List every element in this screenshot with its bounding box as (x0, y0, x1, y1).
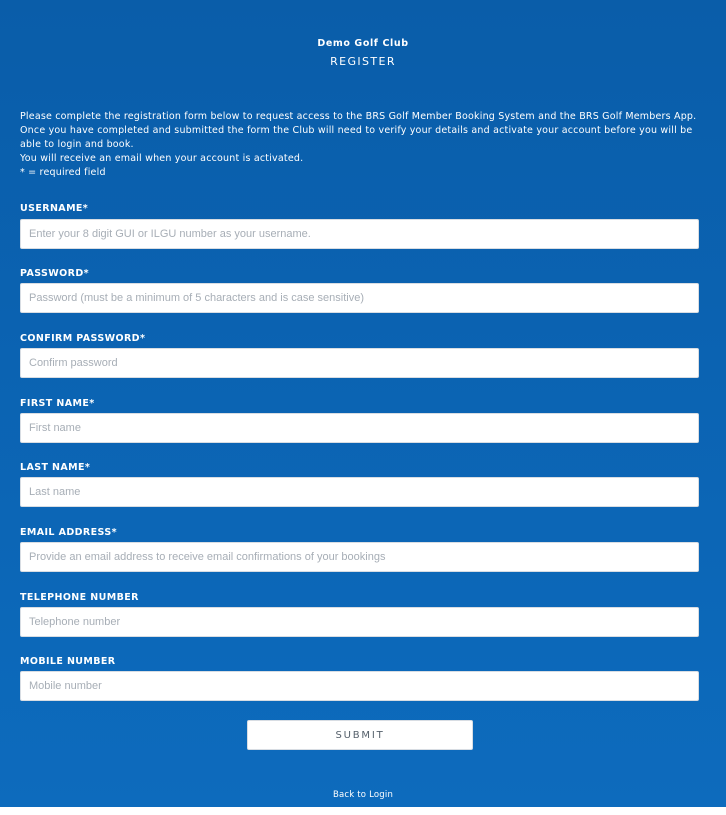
password-label: PASSWORD* (20, 268, 90, 279)
mobile-number-input[interactable] (20, 671, 699, 701)
intro-line: Once you have completed and submitted the form the Club will need to verify your details and activate your account before you will be able to login and book. (20, 125, 693, 150)
email-address-input[interactable] (20, 542, 699, 572)
club-name: Demo Golf Club (317, 38, 409, 49)
intro-line: You will receive an email when your account is activated. (20, 153, 304, 164)
username-input[interactable] (20, 219, 699, 249)
back-to-login-link[interactable]: Back to Login (332, 790, 394, 800)
last-name-input[interactable] (20, 477, 699, 507)
mobile-number-label: MOBILE NUMBER (20, 656, 116, 667)
first-name-label: FIRST NAME* (20, 398, 95, 409)
page-title: REGISTER (330, 55, 396, 68)
last-name-label: LAST NAME* (20, 462, 91, 473)
first-name-input[interactable] (20, 413, 699, 443)
confirm-password-label: CONFIRM PASSWORD* (20, 333, 146, 344)
email-address-label: EMAIL ADDRESS* (20, 527, 117, 538)
submit-button[interactable]: SUBMIT (247, 720, 473, 750)
intro-text (20, 110, 706, 180)
telephone-number-label: TELEPHONE NUMBER (20, 592, 139, 603)
username-label: USERNAME* (20, 203, 89, 214)
confirm-password-input[interactable] (20, 348, 699, 378)
intro-line: Please complete the registration form below to request access to the BRS Golf Member Booking System and the BRS Golf Members App. (20, 111, 697, 122)
telephone-number-input[interactable] (20, 607, 699, 637)
password-input[interactable] (20, 283, 699, 313)
required-field-note: * = required field (20, 167, 106, 178)
